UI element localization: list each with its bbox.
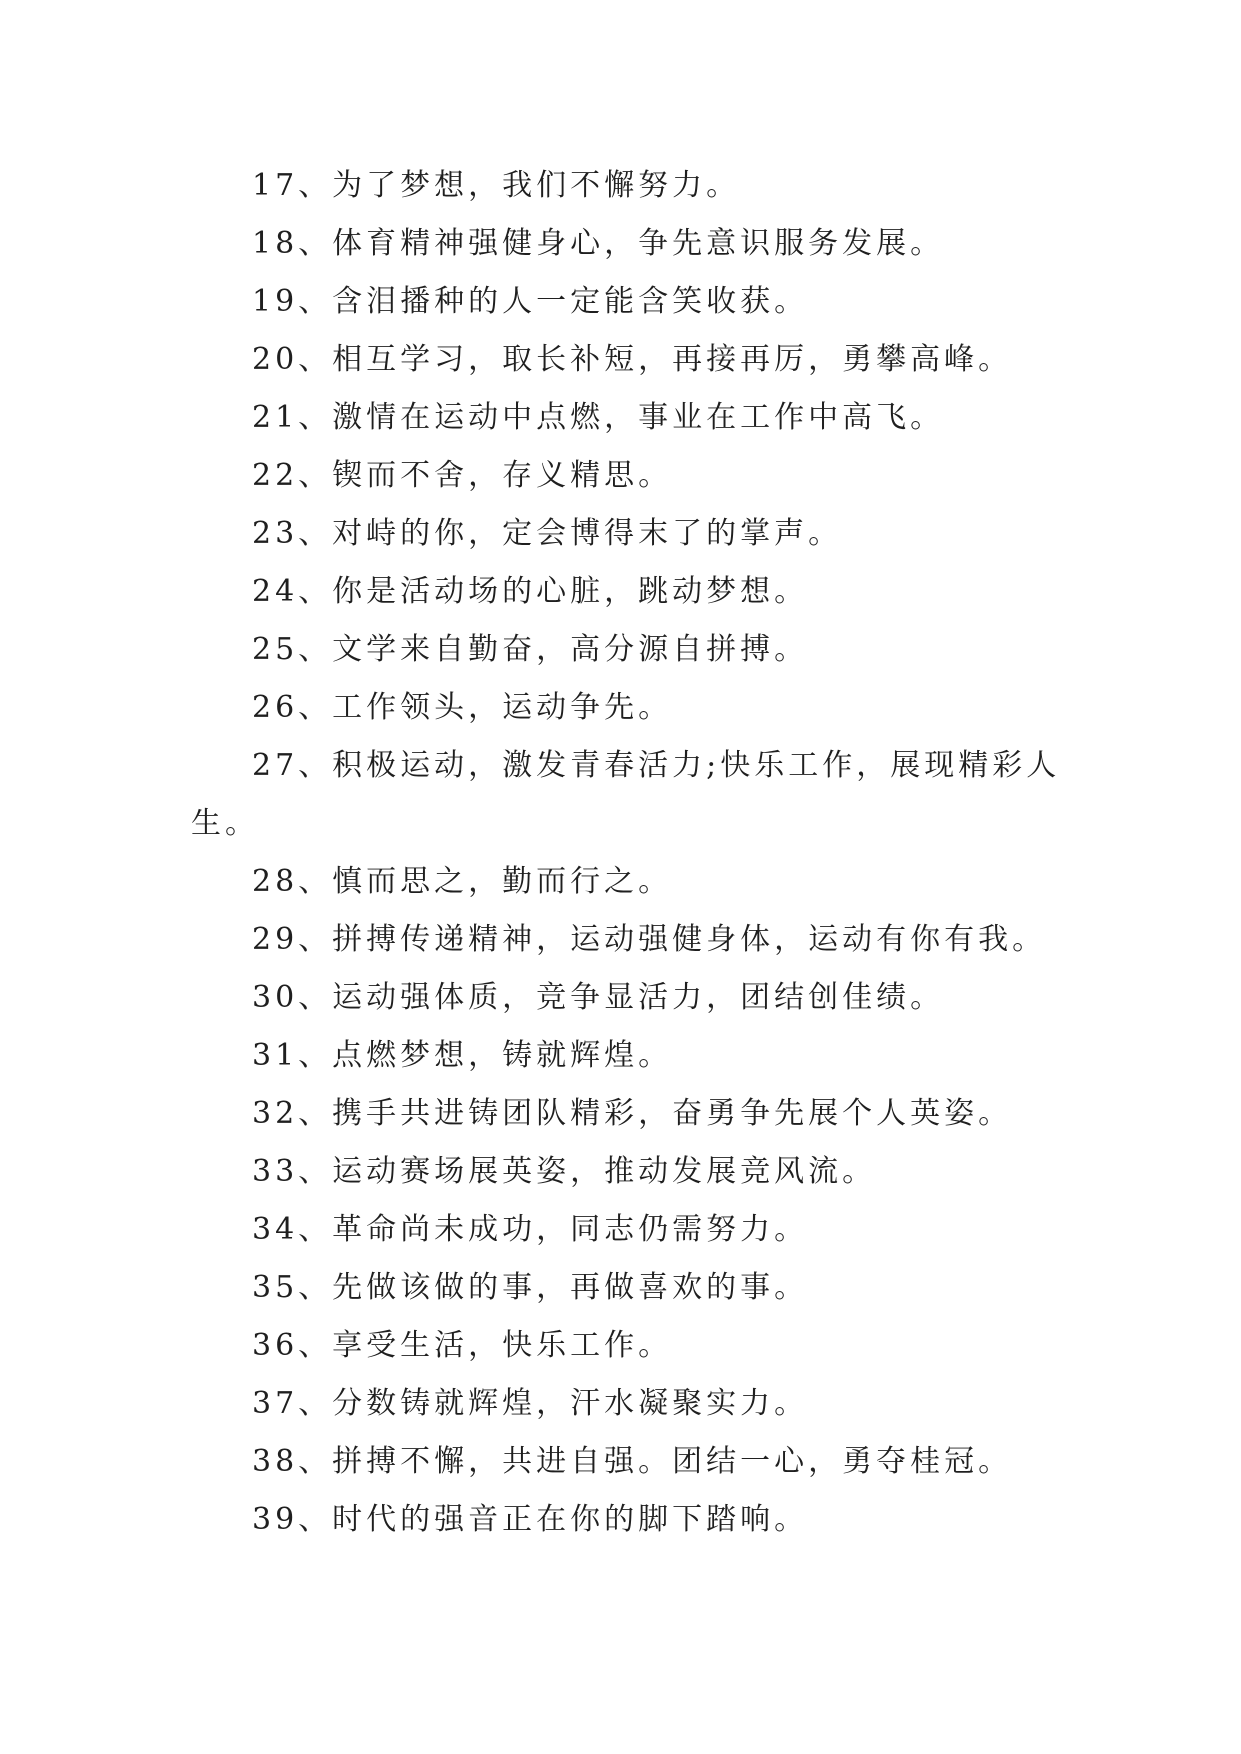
paragraph-34: 34、革命尚未成功，同志仍需努力。	[252, 1212, 809, 1247]
paragraph-25: 25、文学来自勤奋，高分源自拼搏。	[252, 632, 809, 667]
paragraph-31: 31、点燃梦想，铸就辉煌。	[252, 1038, 673, 1073]
paragraph-39: 39、时代的强音正在你的脚下踏响。	[252, 1502, 809, 1537]
paragraph-18: 18、体育精神强健身心，争先意识服务发展。	[252, 226, 945, 261]
paragraph-28: 28、慎而思之，勤而行之。	[252, 864, 673, 899]
paragraph-20: 20、相互学习，取长补短，再接再厉，勇攀高峰。	[252, 342, 1013, 377]
paragraph-27: 27、积极运动，激发青春活力;快乐工作，展现精彩人生。	[191, 748, 1061, 841]
paragraph-36: 36、享受生活，快乐工作。	[252, 1328, 673, 1363]
paragraph-37: 37、分数铸就辉煌，汗水凝聚实力。	[252, 1386, 809, 1421]
paragraph-23: 23、对峙的你，定会博得末了的掌声。	[252, 516, 843, 551]
paragraph-24: 24、你是活动场的心脏，跳动梦想。	[252, 574, 809, 609]
paragraph-30: 30、运动强体质，竞争显活力，团结创佳绩。	[252, 980, 945, 1015]
paragraph-38: 38、拼搏不懈，共进自强。团结一心，勇夺桂冠。	[252, 1444, 1013, 1479]
paragraph-17: 17、为了梦想，我们不懈努力。	[252, 168, 741, 203]
paragraph-19: 19、含泪播种的人一定能含笑收获。	[252, 284, 809, 319]
paragraph-32: 32、携手共进铸团队精彩，奋勇争先展个人英姿。	[252, 1096, 1013, 1131]
paragraph-29: 29、拼搏传递精神，运动强健身体，运动有你有我。	[252, 922, 1047, 957]
paragraph-26: 26、工作领头，运动争先。	[252, 690, 673, 725]
document-body	[191, 157, 1061, 1549]
paragraph-33: 33、运动赛场展英姿，推动发展竞风流。	[252, 1154, 877, 1189]
paragraph-21: 21、激情在运动中点燃，事业在工作中高飞。	[252, 400, 945, 435]
paragraph-22: 22、锲而不舍，存义精思。	[252, 458, 673, 493]
paragraph-35: 35、先做该做的事，再做喜欢的事。	[252, 1270, 809, 1305]
